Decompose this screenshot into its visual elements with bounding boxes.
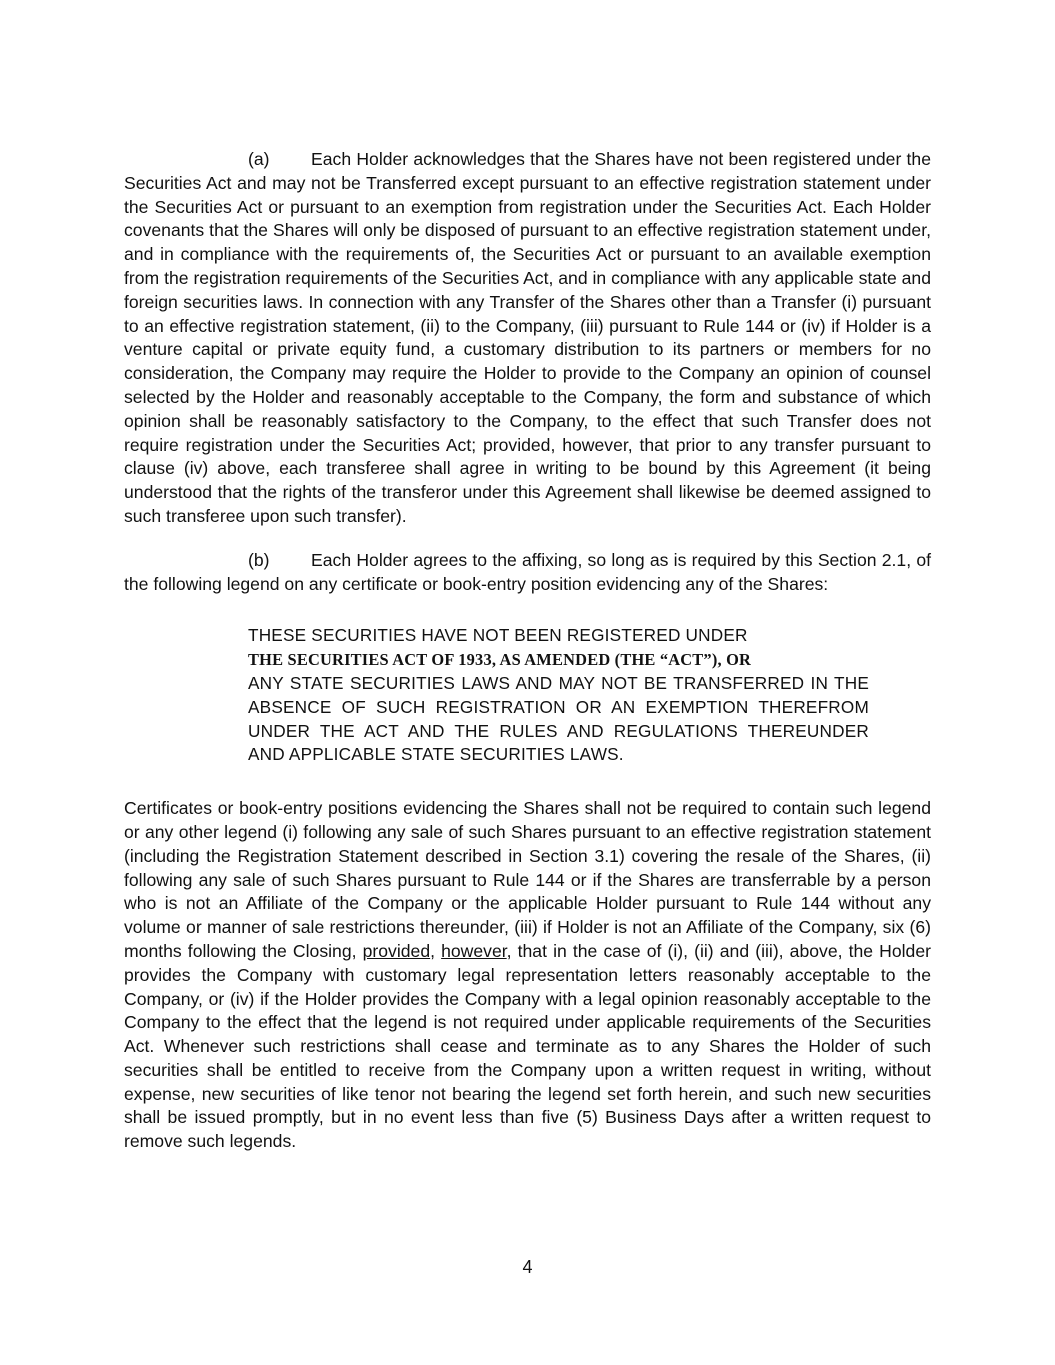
page-number: 4 <box>522 1257 533 1277</box>
certificates-paragraph <box>124 797 931 1154</box>
paragraph-b-label: (b) <box>248 549 270 570</box>
provided-term: provided <box>362 940 431 961</box>
certificates-text-part1: Certificates or book-entry positions evidencing the Shares shall not be required to contain such legend or any other legend (i) following any sale of such Shares pursuant to an effective registration statement (including the Registration Statement described in Section 3.1) covering the resale of the Shares, (ii) following any sale of such Shares pursuant to Rule 144 or if the Shares are transferrable by a person who is not an Affiliate of the Company or the applicable Holder pursuant to Rule 144 without any volume or manner of sale restrictions thereunder, (iii) if Holder is not an Affiliate of the Company, six (6) months following the Closing, <box>124 798 931 961</box>
document-body <box>124 148 931 1154</box>
paragraph-b-text: Each Holder agrees to the affixing, so long as is required by this Section 2.1, of the following legend on any certificate or book-entry position evidencing any of the Shares: <box>124 549 931 594</box>
paragraph-b <box>124 549 931 597</box>
paragraph-a-label: (a) <box>248 149 270 169</box>
paragraph-a <box>124 148 931 529</box>
however-term: however <box>441 940 507 961</box>
paragraph-a-text: Each Holder acknowledges that the Shares have not been registered under the Securities Act and may not be Transferred except pursuant to an effective registration statement under the Securities Act or pursuant to an exemption from registration under the Securities Act. Each Holder covenants that the Shares will only be disposed of pursuant to an effective registration statement under, and in compliance with the requirements of, the Securities Act or pursuant to an available exemption from the registration requirements of the Securities Act, and in compliance with any applicable state and foreign securities laws. In connection with any Transfer of the Shares other than a Transfer (i) pursuant to an effective registration statement, (ii) to the Company, (iii) pursuant to Rule 144 or (iv) if Holder is a venture capital or private equity fund, a customary distribution to its partners or members for no consideration, the Company may require the Holder to provide to the Company an opinion of counsel selected by the Holder and reasonably acceptable to the Company, the form and substance of which opinion shall be reasonably satisfactory to the Company, to the effect that such Transfer does not require registration under the Securities Act; provided, however, that prior to any transfer pursuant to clause (iv) above, each transferee shall agree in writing to be bound by this Agreement (it being understood that the rights of the transferor under this Agreement shall likewise be deemed assigned to such transferee upon such transfer). <box>124 149 931 526</box>
legend-rest: ANY STATE SECURITIES LAWS AND MAY NOT BE TRANSFERRED IN THE ABSENCE OF SUCH REGISTRATION OR AN EXEMPTION THEREFROM UNDER THE ACT AND THE RULES AND REGULATIONS THEREUNDER AND APPLICABLE STATE SECURITIES LAWS. <box>248 672 869 765</box>
certificates-text-part2: , that in the case of (i), (ii) and (iii), above, the Holder provides the Company with customary legal representation letters reasonably acceptable to the Company, or (iv) if the Holder provides the Company with a legal opinion reasonably acceptable to the Company to the effect that the legend is not required under applicable requirements of the Securities Act. Whenever such restrictions shall cease and terminate as to any Shares the Holder of such securities shall be entitled to receive from the Company upon a written request in writing, without expense, new securities of like tenor not bearing the legend set forth herein, and such new securities shall be issued promptly, but in no event less than five (5) Business Days after a written request to remove such legends. <box>124 940 931 1152</box>
comma-separator: , <box>430 940 442 961</box>
legend-line-2: THE SECURITIES ACT OF 1933, AS AMENDED (THE “ACT”), OR <box>248 650 752 670</box>
legend-line-1: THESE SECURITIES HAVE NOT BEEN REGISTERED UNDER <box>248 625 748 646</box>
securities-legend <box>248 624 869 767</box>
